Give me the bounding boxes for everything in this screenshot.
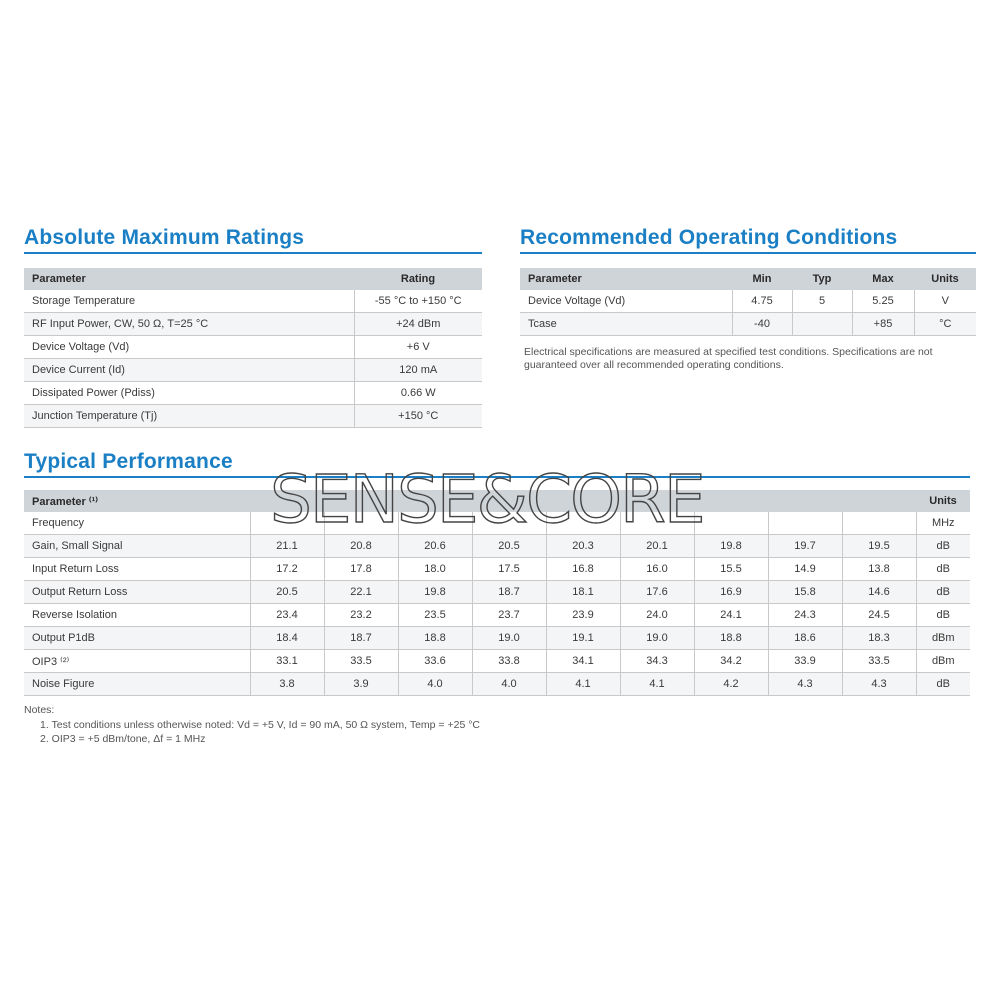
row-units: dBm: [916, 650, 970, 673]
header-parameter: Parameter ⁽¹⁾: [24, 490, 916, 512]
row-value: 3.9: [324, 673, 398, 696]
row-value: 18.4: [250, 627, 324, 650]
row-parameter: Gain, Small Signal: [24, 535, 250, 558]
rec-op-title: Recommended Operating Conditions: [520, 226, 898, 249]
row-value: 23.7: [472, 604, 546, 627]
row-value: [250, 512, 324, 535]
row-value: 24.1: [694, 604, 768, 627]
header-parameter: Parameter: [520, 268, 732, 290]
row-rating: +24 dBm: [354, 313, 482, 336]
row-value: 4.0: [398, 673, 472, 696]
abs-max-table: [24, 268, 482, 428]
row-value: 3.8: [250, 673, 324, 696]
row-min: -40: [732, 313, 792, 336]
row-units: dB: [916, 604, 970, 627]
row-parameter: Input Return Loss: [24, 558, 250, 581]
table-row: [520, 313, 976, 336]
row-value: 33.5: [842, 650, 916, 673]
row-value: 22.1: [324, 581, 398, 604]
row-value: 19.8: [398, 581, 472, 604]
row-units: dB: [916, 581, 970, 604]
row-units: dBm: [916, 627, 970, 650]
rec-op-table: [520, 268, 976, 336]
row-value: 18.3: [842, 627, 916, 650]
row-value: 18.0: [398, 558, 472, 581]
row-value: 33.9: [768, 650, 842, 673]
row-parameter: Dissipated Power (Pdiss): [24, 382, 354, 405]
row-value: 13.8: [842, 558, 916, 581]
row-value: 19.0: [620, 627, 694, 650]
row-value: 23.5: [398, 604, 472, 627]
row-value: [620, 512, 694, 535]
row-value: 23.9: [546, 604, 620, 627]
typical-note-2: 2. OIP3 = +5 dBm/tone, Δf = 1 MHz: [40, 733, 206, 745]
header-typ: Typ: [792, 268, 852, 290]
row-value: 15.8: [768, 581, 842, 604]
table-row: [24, 581, 970, 604]
row-max: +85: [852, 313, 914, 336]
rec-op-note: Electrical specifications are measured at specified test conditions. Specifications are not guaranteed over all recommended operating conditions.: [524, 346, 933, 371]
row-parameter: Device Voltage (Vd): [520, 290, 732, 313]
header-units: Units: [916, 490, 970, 512]
row-rating: 120 mA: [354, 359, 482, 382]
row-value: 17.2: [250, 558, 324, 581]
rec-op-title-rule: [520, 252, 976, 254]
row-min: 4.75: [732, 290, 792, 313]
table-header-row: [520, 268, 976, 290]
row-value: 14.6: [842, 581, 916, 604]
table-row: [520, 290, 976, 313]
row-value: 19.7: [768, 535, 842, 558]
row-value: 19.1: [546, 627, 620, 650]
table-row: [24, 650, 970, 673]
row-value: [546, 512, 620, 535]
row-value: 24.0: [620, 604, 694, 627]
row-value: 18.7: [324, 627, 398, 650]
row-rating: 0.66 W: [354, 382, 482, 405]
row-units: dB: [916, 558, 970, 581]
table-row: [24, 336, 482, 359]
row-value: 33.6: [398, 650, 472, 673]
header-units: Units: [914, 268, 976, 290]
watermark-text: SENSE&CORE: [270, 461, 704, 538]
row-units: °C: [914, 313, 976, 336]
row-value: [842, 512, 916, 535]
row-parameter: Output Return Loss: [24, 581, 250, 604]
row-parameter: Device Current (Id): [24, 359, 354, 382]
row-value: 34.3: [620, 650, 694, 673]
table-row: [24, 627, 970, 650]
table-row: [24, 673, 970, 696]
table-row: [24, 313, 482, 336]
row-value: 14.9: [768, 558, 842, 581]
abs-max-title-rule: [24, 252, 482, 254]
row-parameter: Frequency: [24, 512, 250, 535]
table-header-row: [24, 490, 970, 512]
header-parameter: Parameter: [24, 268, 354, 290]
table-row: [24, 535, 970, 558]
row-value: 20.5: [472, 535, 546, 558]
row-value: 15.5: [694, 558, 768, 581]
row-parameter: Reverse Isolation: [24, 604, 250, 627]
row-value: 18.8: [398, 627, 472, 650]
row-value: 16.8: [546, 558, 620, 581]
row-rating: +6 V: [354, 336, 482, 359]
row-value: 20.5: [250, 581, 324, 604]
row-units: V: [914, 290, 976, 313]
row-value: 33.1: [250, 650, 324, 673]
row-value: 18.8: [694, 627, 768, 650]
table-row: [24, 359, 482, 382]
row-value: 18.6: [768, 627, 842, 650]
header-max: Max: [852, 268, 914, 290]
row-value: 4.0: [472, 673, 546, 696]
row-parameter: Tcase: [520, 313, 732, 336]
row-value: [398, 512, 472, 535]
row-value: 20.6: [398, 535, 472, 558]
abs-max-title: Absolute Maximum Ratings: [24, 226, 305, 249]
row-value: 18.7: [472, 581, 546, 604]
row-typ: [792, 313, 852, 336]
typical-note-1: 1. Test conditions unless otherwise noted: Vd = +5 V, Id = 90 mA, 50 Ω system, Temp = +25 °C: [40, 719, 480, 731]
row-value: 4.1: [546, 673, 620, 696]
typical-title: Typical Performance: [24, 450, 233, 473]
row-value: 4.1: [620, 673, 694, 696]
row-units: dB: [916, 673, 970, 696]
row-value: [768, 512, 842, 535]
row-value: 4.2: [694, 673, 768, 696]
row-value: 21.1: [250, 535, 324, 558]
row-parameter: Device Voltage (Vd): [24, 336, 354, 359]
row-parameter: Noise Figure: [24, 673, 250, 696]
table-row: [24, 290, 482, 313]
table-row: [24, 558, 970, 581]
row-value: 34.1: [546, 650, 620, 673]
row-value: 16.9: [694, 581, 768, 604]
row-parameter: RF Input Power, CW, 50 Ω, T=25 °C: [24, 313, 354, 336]
row-value: 33.5: [324, 650, 398, 673]
row-value: 23.4: [250, 604, 324, 627]
row-parameter: Storage Temperature: [24, 290, 354, 313]
row-value: 17.8: [324, 558, 398, 581]
row-value: 4.3: [768, 673, 842, 696]
header-rating: Rating: [354, 268, 482, 290]
row-units: MHz: [916, 512, 970, 535]
row-value: [694, 512, 768, 535]
row-value: 19.0: [472, 627, 546, 650]
typical-table: [24, 490, 970, 696]
row-value: 17.6: [620, 581, 694, 604]
row-value: 33.8: [472, 650, 546, 673]
row-value: 20.1: [620, 535, 694, 558]
header-min: Min: [732, 268, 792, 290]
row-rating: +150 °C: [354, 405, 482, 428]
row-value: 17.5: [472, 558, 546, 581]
typical-title-rule: [24, 476, 970, 478]
row-typ: 5: [792, 290, 852, 313]
row-value: [472, 512, 546, 535]
row-value: 20.3: [546, 535, 620, 558]
row-value: 19.5: [842, 535, 916, 558]
table-header-row: [24, 268, 482, 290]
row-parameter: Output P1dB: [24, 627, 250, 650]
table-row: [24, 604, 970, 627]
table-row: [24, 405, 482, 428]
row-rating: -55 °C to +150 °C: [354, 290, 482, 313]
table-row: [24, 512, 970, 535]
row-value: [324, 512, 398, 535]
table-row: [24, 382, 482, 405]
row-value: 24.5: [842, 604, 916, 627]
row-parameter: OIP3 ⁽²⁾: [24, 650, 250, 673]
row-value: 16.0: [620, 558, 694, 581]
row-value: 34.2: [694, 650, 768, 673]
row-units: dB: [916, 535, 970, 558]
row-value: 20.8: [324, 535, 398, 558]
row-value: 24.3: [768, 604, 842, 627]
typical-notes-label: Notes:: [24, 704, 55, 716]
row-parameter: Junction Temperature (Tj): [24, 405, 354, 428]
row-value: 18.1: [546, 581, 620, 604]
row-value: 4.3: [842, 673, 916, 696]
row-value: 23.2: [324, 604, 398, 627]
row-max: 5.25: [852, 290, 914, 313]
row-value: 19.8: [694, 535, 768, 558]
